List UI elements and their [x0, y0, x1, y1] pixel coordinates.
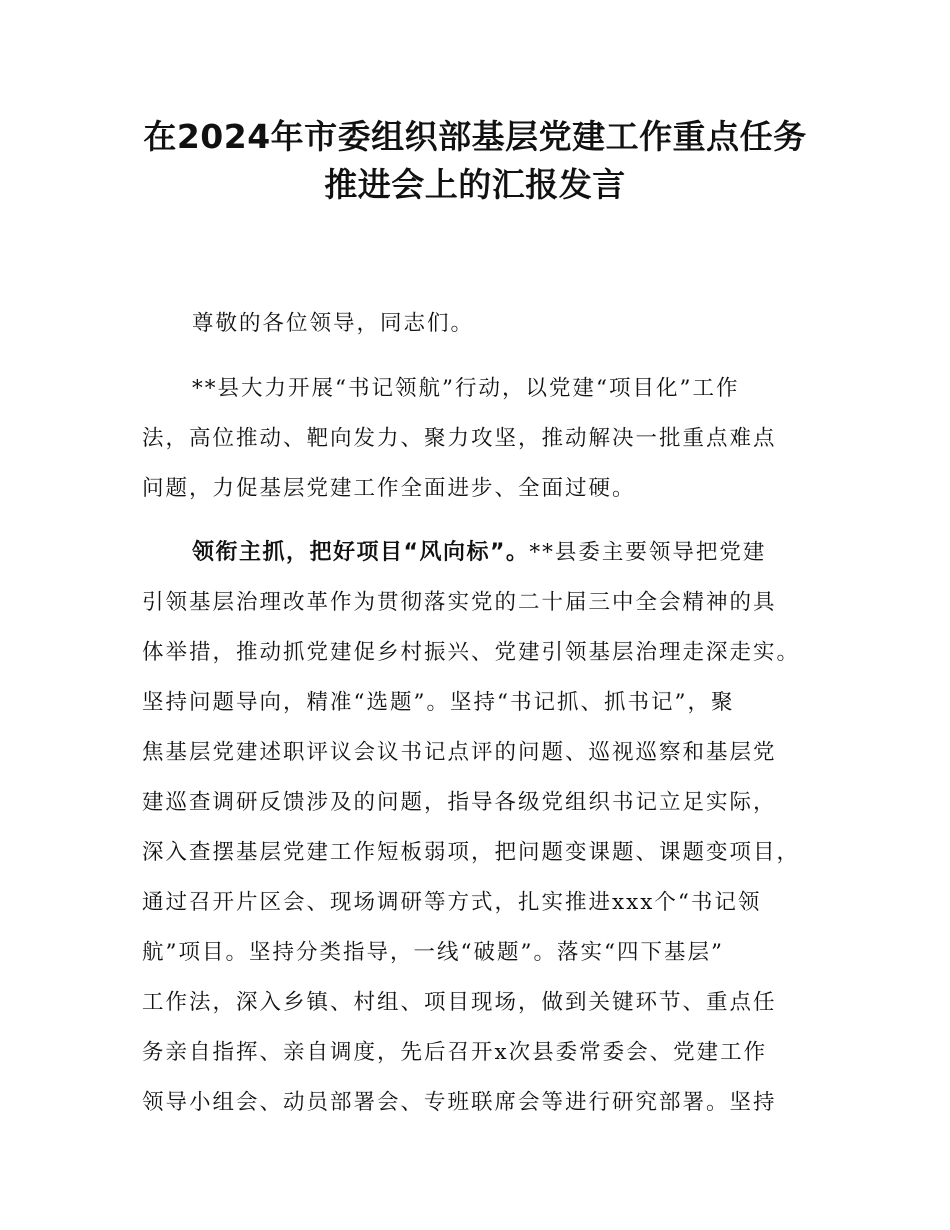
- paragraph-2-first-line-rest: **县委主要领导把党建: [529, 540, 767, 565]
- paragraph-2-line-9: 航”项目。坚持分类指导，一线“破题”。落实“四下基层”: [142, 940, 724, 965]
- paragraph-2-line-2: 引领基层治理改革作为贯彻落实党的二十届三中全会精神的具: [142, 590, 777, 615]
- paragraph-2-line-10: 工作法，深入乡镇、村组、项目现场，做到关键环节、重点任: [142, 990, 777, 1015]
- paragraph-2-line-5: 焦基层党建述职评议会议书记点评的问题、巡视巡察和基层党: [142, 740, 777, 765]
- paragraph-2-lead: 领衔主抓，把好项目“风向标”。: [192, 540, 530, 565]
- paragraph-2-line-7: 深入查摆基层党建工作短板弱项，把问题变课题、课题变项目，: [142, 840, 801, 865]
- salutation: 尊敬的各位领导，同志们。: [192, 311, 475, 336]
- paragraph-2-line-3: 体举措，推动抓党建促乡村振兴、党建引领基层治理走深走实。: [142, 640, 801, 665]
- paragraph-1-line-2: 法，高位推动、靶向发力、聚力攻坚，推动解决一批重点难点: [142, 426, 777, 451]
- paragraph-2-line-6: 建巡查调研反馈涉及的问题，指导各级党组织书记立足实际，: [142, 790, 777, 815]
- paragraph-2-line-1: [192, 542, 864, 564]
- paragraph-2-line-8: 通过召开片区会、现场调研等方式，扎实推进xxx个“书记领: [142, 890, 762, 915]
- document-title-line-1: 在2024年市委组织部基层党建工作重点任务: [143, 117, 807, 156]
- document-title-line-2: 推进会上的汇报发言: [324, 165, 626, 204]
- paragraph-1-line-1: **县大力开展“书记领航”行动，以党建“项目化”工作: [192, 376, 740, 401]
- paragraph-2-line-12: 领导小组会、动员部署会、专班联席会等进行研究部署。坚持: [142, 1090, 777, 1115]
- paragraph-2-line-4: 坚持问题导向，精准“选题”。坚持“书记抓、抓书记”，聚: [142, 690, 735, 715]
- paragraph-1-line-3: 问题，力促基层党建工作全面进步、全面过硬。: [142, 476, 636, 501]
- paragraph-2-line-11: 务亲自指挥、亲自调度，先后召开x次县委常委会、党建工作: [142, 1040, 768, 1065]
